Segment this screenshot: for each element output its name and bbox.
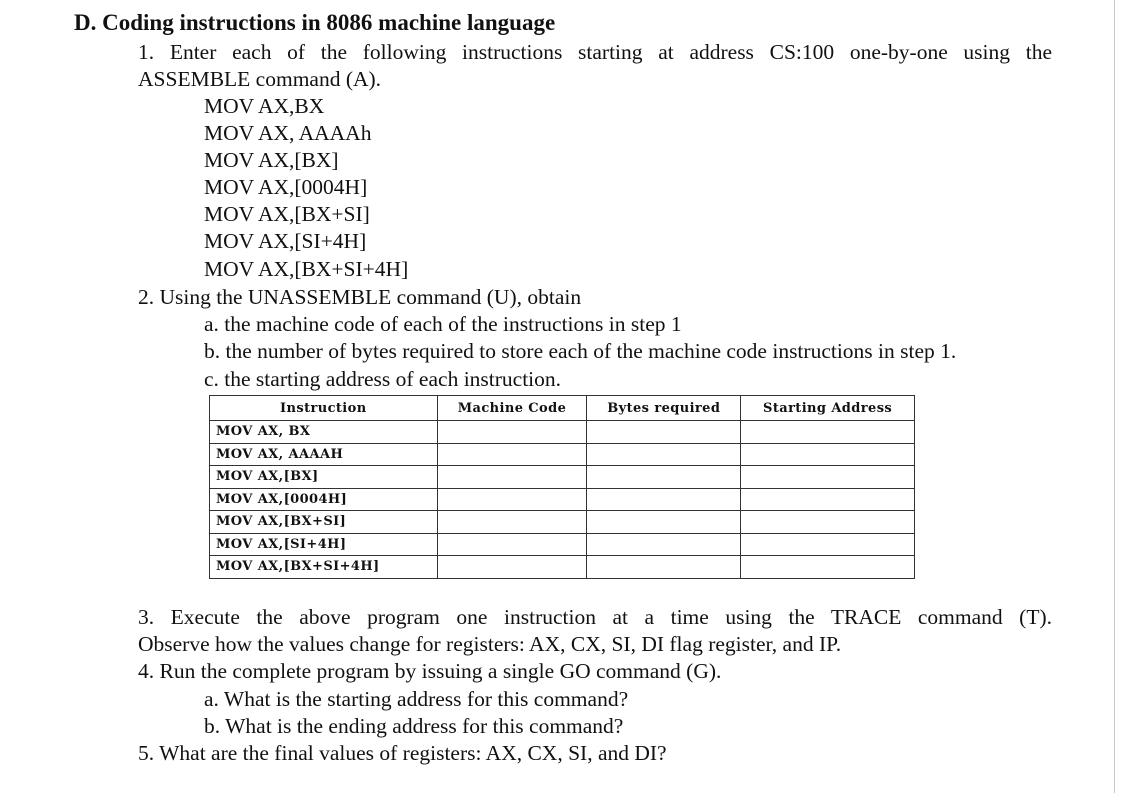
table-header-row [210, 396, 915, 421]
cell-starting-address [741, 421, 915, 444]
asm-instruction-6: MOV AX,[SI+4H] [204, 229, 367, 253]
cell-instruction: MOV AX,[SI+4H] [210, 533, 438, 556]
cell-machine-code [437, 421, 587, 444]
cell-bytes-required [587, 443, 741, 466]
cell-instruction: MOV AX, AAAAH [210, 443, 438, 466]
cell-machine-code [437, 511, 587, 534]
step5-line: 5. What are the final values of registers: AX, CX, SI, and DI? [138, 741, 667, 765]
table-row [210, 443, 915, 466]
cell-bytes-required [587, 533, 741, 556]
cell-machine-code [437, 443, 587, 466]
step2-line: 2. Using the UNASSEMBLE command (U), obtain [138, 285, 582, 309]
table-row [210, 488, 915, 511]
asm-instruction-5: MOV AX,[BX+SI] [204, 202, 370, 226]
asm-instruction-1: MOV AX,BX [204, 94, 325, 118]
step4-line: 4. Run the complete program by issuing a single GO command (G). [138, 659, 722, 683]
table-row [210, 556, 915, 579]
table-row [210, 421, 915, 444]
page-edge-divider [1114, 0, 1115, 793]
step3-line2: Observe how the values change for registers: AX, CX, SI, DI flag register, and IP. [138, 632, 842, 656]
cell-bytes-required [587, 488, 741, 511]
asm-instruction-2: MOV AX, AAAAh [204, 121, 372, 145]
step4-item-a: a. What is the starting address for this command? [204, 687, 629, 711]
cell-instruction: MOV AX, BX [210, 421, 438, 444]
section-heading: D. Coding instructions in 8086 machine language [74, 10, 556, 35]
cell-starting-address [741, 466, 915, 489]
header-machine-code: Machine Code [437, 396, 587, 421]
cell-instruction: MOV AX,[BX+SI] [210, 511, 438, 534]
asm-instruction-4: MOV AX,[0004H] [204, 175, 368, 199]
step2-item-b: b. the number of bytes required to store each of the machine code instructions in step 1. [204, 339, 957, 363]
step1-line2: ASSEMBLE command (A). [138, 67, 382, 91]
cell-starting-address [741, 488, 915, 511]
table-row [210, 466, 915, 489]
cell-machine-code [437, 533, 587, 556]
cell-bytes-required [587, 511, 741, 534]
cell-starting-address [741, 533, 915, 556]
cell-starting-address [741, 556, 915, 579]
cell-starting-address [741, 443, 915, 466]
cell-starting-address [741, 511, 915, 534]
cell-bytes-required [587, 466, 741, 489]
cell-instruction: MOV AX,[BX+SI+4H] [210, 556, 438, 579]
cell-machine-code [437, 556, 587, 579]
step2-item-a: a. the machine code of each of the instructions in step 1 [204, 312, 682, 336]
cell-machine-code [437, 466, 587, 489]
table-row [210, 533, 915, 556]
step3-line1: 3. Execute the above program one instruction at a time using the TRACE command (T). [138, 605, 1052, 629]
header-instruction: Instruction [210, 396, 438, 421]
cell-bytes-required [587, 556, 741, 579]
results-table [209, 395, 915, 579]
cell-instruction: MOV AX,[0004H] [210, 488, 438, 511]
asm-instruction-3: MOV AX,[BX] [204, 148, 339, 172]
header-starting-address: Starting Address [741, 396, 915, 421]
header-bytes-required: Bytes required [587, 396, 741, 421]
cell-bytes-required [587, 421, 741, 444]
cell-instruction: MOV AX,[BX] [210, 466, 438, 489]
table-row [210, 511, 915, 534]
step4-item-b: b. What is the ending address for this command? [204, 714, 624, 738]
asm-instruction-7: MOV AX,[BX+SI+4H] [204, 257, 409, 281]
step1-line1: 1. Enter each of the following instructions starting at address CS:100 one-by-one using the [138, 40, 1052, 64]
step2-item-c: c. the starting address of each instruction. [204, 367, 562, 391]
cell-machine-code [437, 488, 587, 511]
